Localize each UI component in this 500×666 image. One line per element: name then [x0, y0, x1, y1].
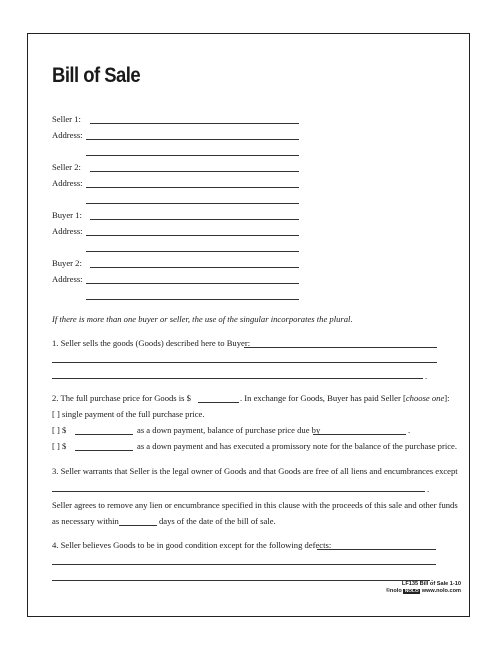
seller-1-label: Seller 1: — [52, 114, 81, 124]
option-down-payment-period: . — [408, 425, 411, 435]
clause-1-field-2[interactable] — [52, 362, 437, 363]
days-field[interactable] — [119, 525, 157, 526]
form-id: LF135 Bill of Sale 1-10 — [401, 581, 461, 587]
defects-field-3[interactable] — [52, 580, 430, 581]
clause-1-field-3[interactable] — [52, 378, 423, 379]
clause-3-liens-field[interactable] — [52, 491, 425, 492]
nolo-url: www.nolo.com — [421, 588, 461, 594]
clause-3-text: 3. Seller warrants that Seller is the legal owner of Goods and that Goods are free of all liens and encumbrances except — [52, 466, 458, 476]
seller-1-field[interactable] — [90, 123, 299, 124]
option-single-payment[interactable]: [ ] single payment of the full purchase price. — [52, 409, 205, 419]
clause-3-period: . — [427, 484, 430, 494]
option-promissory-label[interactable]: [ ] $ — [52, 441, 67, 451]
page-title: Bill of Sale — [52, 64, 141, 87]
seller-1-address-label: Address: — [52, 130, 83, 140]
clause-3-line-3b: days of the date of the bill of sale. — [159, 516, 276, 526]
clause-4-period: . — [431, 573, 434, 583]
buyer-2-address-label: Address: — [52, 274, 83, 284]
clause-2-text-b: . In exchange for Goods, Buyer has paid Seller [choose one]: — [240, 393, 450, 403]
seller-2-address-field-2[interactable] — [86, 203, 299, 204]
footer-credit — [386, 588, 461, 594]
buyer-1-field[interactable] — [90, 219, 299, 220]
buyer-1-label: Buyer 1: — [52, 210, 82, 220]
purchase-price-field[interactable] — [198, 402, 239, 403]
balance-due-date-field[interactable] — [313, 434, 406, 435]
copyright-text: ©nolo — [385, 588, 402, 594]
plural-note: If there is more than one buyer or seller, the use of the singular incorporates the plural. — [52, 314, 353, 324]
promissory-down-payment-field[interactable] — [75, 450, 133, 451]
buyer-2-label: Buyer 2: — [52, 258, 82, 268]
clause-1-text: 1. Seller sells the goods (Goods) described here to Buyer: — [52, 338, 251, 348]
clause-1-field[interactable] — [244, 347, 437, 348]
defects-field-2[interactable] — [52, 564, 436, 565]
seller-1-address-field[interactable] — [86, 139, 299, 140]
clause-4-text: 4. Seller believes Goods to be in good condition except for the following defects: — [52, 540, 332, 550]
form-border — [27, 33, 470, 617]
clause-1-period: . — [425, 371, 428, 381]
seller-1-address-field-2[interactable] — [86, 155, 299, 156]
option-down-payment-label[interactable]: [ ] $ — [52, 425, 67, 435]
defects-field[interactable] — [317, 549, 436, 550]
buyer-2-field[interactable] — [90, 267, 299, 268]
down-payment-amount-field[interactable] — [75, 434, 133, 435]
buyer-2-address-field[interactable] — [86, 283, 299, 284]
buyer-2-address-field-2[interactable] — [86, 299, 299, 300]
clause-3-line-2: Seller agrees to remove any lien or encumbrance specified in this clause with the proceeds of this sale and other funds — [52, 500, 458, 510]
buyer-1-address-field[interactable] — [86, 235, 299, 236]
seller-2-field[interactable] — [90, 171, 299, 172]
seller-2-address-label: Address: — [52, 178, 83, 188]
buyer-1-address-label: Address: — [52, 226, 83, 236]
option-down-payment-text: as a down payment, balance of purchase price due by — [137, 425, 321, 435]
seller-2-address-field[interactable] — [86, 187, 299, 188]
buyer-1-address-field-2[interactable] — [86, 251, 299, 252]
clause-3-line-3a: as necessary within — [52, 516, 119, 526]
nolo-logo: NOLO — [404, 589, 419, 594]
option-promissory-text: as a down payment and has executed a promissory note for the balance of the purchase price. — [137, 441, 457, 451]
seller-2-label: Seller 2: — [52, 162, 81, 172]
clause-2-text-a: 2. The full purchase price for Goods is $ — [52, 393, 191, 403]
